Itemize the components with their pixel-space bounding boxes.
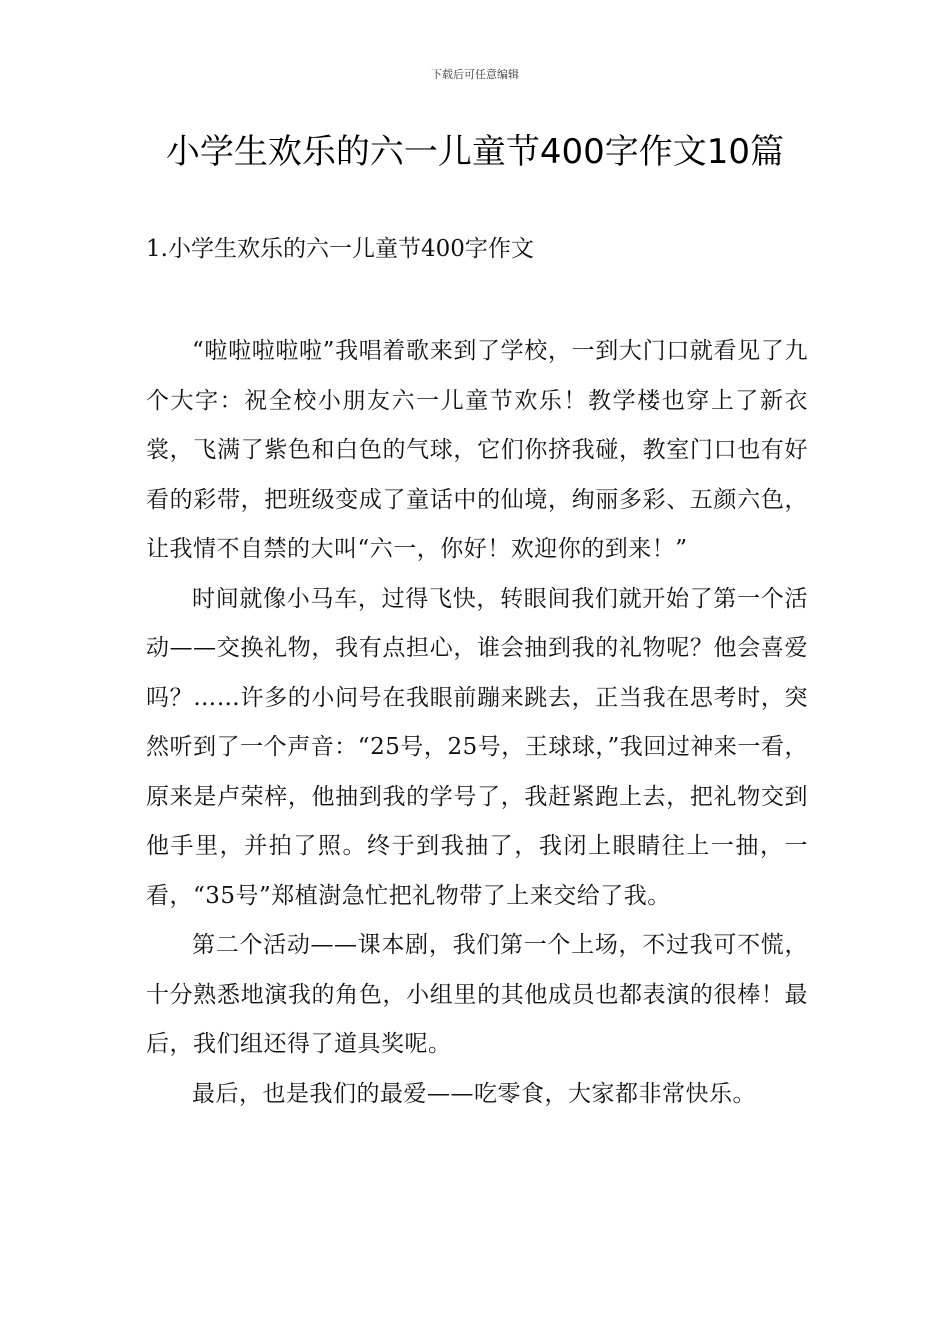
section-heading: 1.小学生欢乐的六一儿童节400字作文: [146, 236, 534, 262]
paragraph-4: 最后，也是我们的最爱——吃零食，大家都非常快乐。: [192, 1080, 756, 1107]
document-title: 小学生欢乐的六一儿童节400字作文10篇: [165, 132, 785, 172]
paragraph-1: “啦啦啦啦啦”我唱着歌来到了学校，一到大门口就看见了九个大字：祝全校小朋友六一儿童节欢乐！教学楼也穿上了新衣裳，飞满了紫色和白色的气球，它们你挤我碰，教室门口也有好看的彩带，把班级变成了童话中的仙境，绚丽多彩、五颜六色，让我情不自禁的大叫“六一，你好！欢迎你的到来！”: [146, 338, 808, 562]
article-body: [146, 327, 808, 1119]
paragraph-2: 时间就像小马车，过得飞快，转眼间我们就开始了第一个活动——交换礼物，我有点担心，谁会抽到我的礼物呢？他会喜爱吗？……许多的小问号在我眼前蹦来跳去，正当我在思考时，突然听到了一个声音：“25号，25号，王球球，”我回过神来一看，原来是卢荣梓，他抽到我的学号了，我赶紧跑上去，把礼物交到他手里，并拍了照。终于到我抽了，我闭上眼睛往上一抽，一看，“35号”郑植澍急忙把礼物带了上来交给了我。: [146, 585, 808, 909]
header-note: 下载后可任意编辑: [431, 68, 519, 81]
paragraph-3: 第二个活动——课本剧，我们第一个上场，不过我可不慌，十分熟悉地演我的角色，小组里的其他成员也都表演的很棒！最后，我们组还得了道具奖呢。: [146, 932, 808, 1057]
